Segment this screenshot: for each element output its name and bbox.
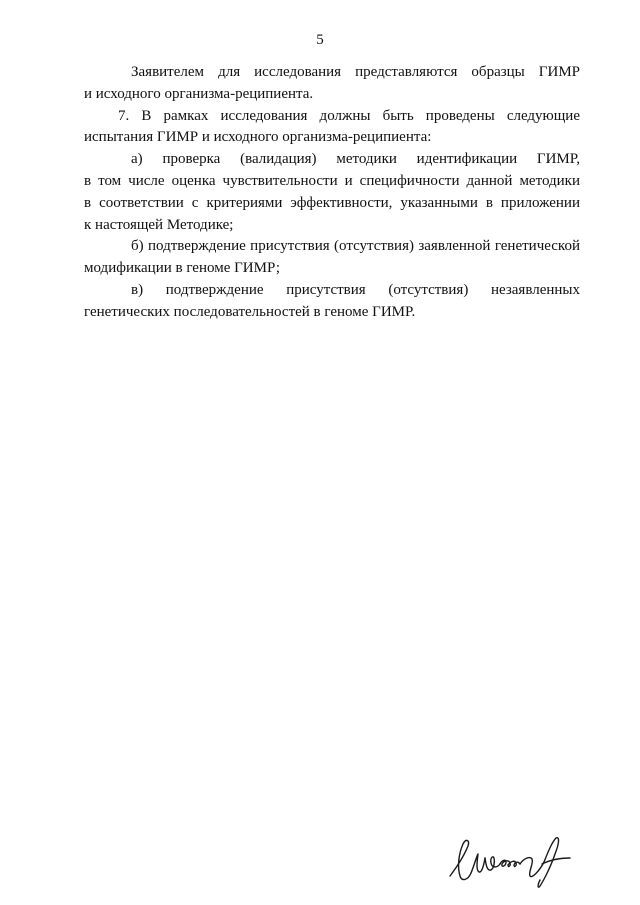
paragraph-line: испытания ГИМР и исходного организма-реципиента: [84,129,432,146]
document-body [84,62,580,324]
paragraph-line: а) проверка (валидация) методики идентификации ГИМР, [131,151,580,168]
paragraph-line: в) подтверждение присутствия (отсутствия) незаявленных [131,281,580,298]
signature-strokes [450,838,570,887]
paragraph-line: к настоящей Методике; [84,216,234,233]
paragraph-item-7 [84,106,580,150]
paragraph-line: и исходного организма-реципиента. [84,85,314,102]
paragraph-line: в том числе оценка чувствительности и специфичности данной методики [84,172,580,189]
paragraph-line: модификации в геноме ГИМР; [84,260,281,277]
paragraph-line: генетических последовательностей в геноме ГИМР. [84,303,416,320]
paragraph-subitem-v [84,280,580,324]
handwritten-signature-icon [444,828,584,892]
paragraph-subitem-b [84,236,580,280]
paragraph-line: 7. В рамках исследования должны быть проведены следующие [118,107,580,124]
paragraph-subitem-a [84,149,580,236]
paragraph-line: Заявителем для исследования представляются образцы ГИМР [131,64,580,80]
page-number: 5 [316,32,324,48]
paragraph-samples [84,62,580,106]
paragraph-line: б) подтверждение присутствия (отсутствия) заявленной генетической [131,238,580,255]
paragraph-line: в соответствии с критериями эффективности, указанными в приложении [84,194,580,211]
